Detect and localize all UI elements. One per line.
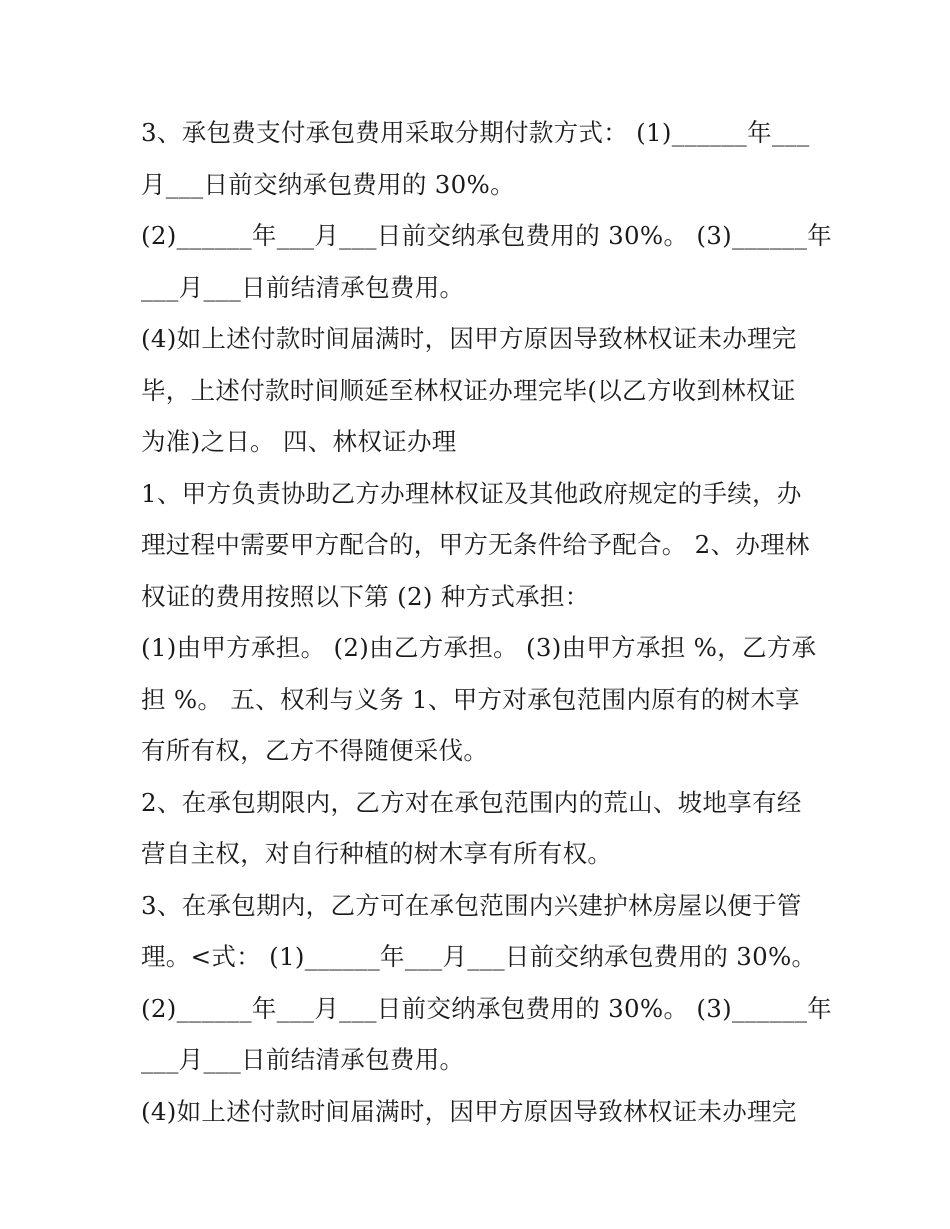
text-line: (1)由甲方承担。 (2)由乙方承担。 (3)由甲方承担 %，乙方承 xyxy=(141,633,817,662)
text-line: ___月___日前结清承包费用。 xyxy=(141,1045,465,1074)
text-line: 月___日前交纳承包费用的 30%。 xyxy=(141,169,515,199)
document-body xyxy=(141,107,833,1137)
text-line: (4)如上述付款时间届满时，因甲方原因导致林权证未办理完 xyxy=(141,1096,797,1126)
text-line: 3、在承包期内，乙方可在承包范围内兴建护林房屋以便于管 xyxy=(141,890,802,920)
text-line: 营自主权，对自行种植的树木享有所有权。 xyxy=(141,839,613,868)
text-line: 3、承包费支付承包费用采取分期付款方式： (1)______年___ xyxy=(141,118,810,147)
text-line: 担 %。 五、权利与义务 1、甲方对承包范围内原有的树木享 xyxy=(141,684,800,714)
text-line: 毕，上述付款时间顺延至林权证办理完毕(以乙方收到林权证 xyxy=(141,375,796,405)
text-line: 理过程中需要甲方配合的，甲方无条件给予配合。 2、办理林 xyxy=(141,530,810,559)
text-line: 1、甲方负责协助乙方办理林权证及其他政府规定的手续，办 xyxy=(141,478,802,508)
text-line: 2、在承包期限内，乙方对在承包范围内的荒山、坡地享有经 xyxy=(141,787,802,817)
text-line: 有所有权，乙方不得随便采伐。 xyxy=(141,736,489,765)
text-line: (2)______年___月___日前交纳承包费用的 30%。 (3)______年 xyxy=(141,993,833,1023)
text-line: 理。<式： (1)______年___月___日前交纳承包费用的 30%。 xyxy=(141,942,817,971)
text-line: ___月___日前结清承包费用。 xyxy=(141,272,465,302)
text-line: 权证的费用按照以下第 (2) 种方式承担： xyxy=(141,581,590,611)
text-line: (2)______年___月___日前交纳承包费用的 30%。 (3)______年 xyxy=(141,221,833,250)
text-line: (4)如上述付款时间届满时，因甲方原因导致林权证未办理完 xyxy=(141,324,797,353)
text-line: 为准)之日。 四、林权证办理 xyxy=(141,427,457,456)
